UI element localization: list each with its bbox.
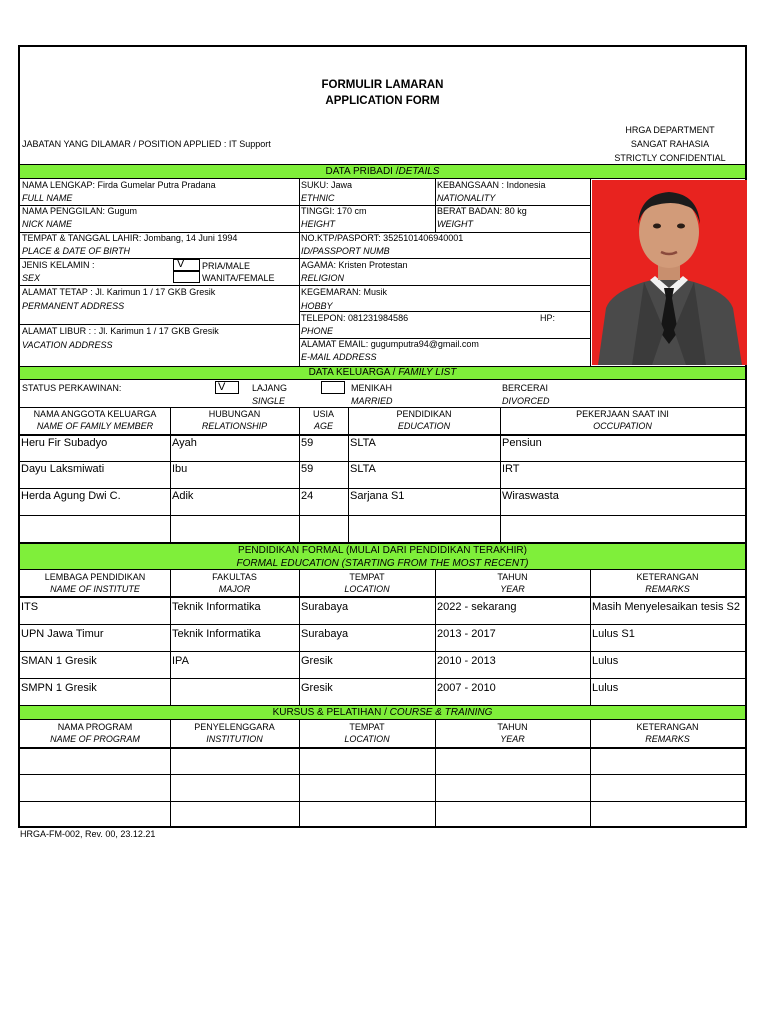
nationality-label-en: NATIONALITY [437,193,496,203]
female-option-label: WANITA/FEMALE [202,273,275,283]
course-header-location-en: LOCATION [344,734,390,744]
personal-data-band [20,164,745,179]
education-band [20,542,745,570]
male-checkbox[interactable] [173,259,200,271]
form-code-footer: HRGA-FM-002, Rev. 00, 23.12.21 [20,829,156,839]
course-header-year-en: YEAR [500,734,525,744]
birth-label-en: PLACE & DATE OF BIRTH [22,246,131,256]
course-header-year: TAHUN [497,722,528,732]
divorced-label-en: DIVORCED [502,396,550,406]
family-header-relationship: HUBUNGAN [208,409,261,419]
religion-label-en: RELIGION [301,273,345,283]
male-option-label: PRIA/MALE [202,261,251,271]
family-cell-name: Herda Agung Dwi C. [21,490,121,502]
ethnic-label-en: ETHNIC [301,193,335,203]
full-name-field: NAMA LENGKAP: Firda Gumelar Putra Pradana [22,180,216,190]
id-number-label-en: ID/PASSPORT NUMB [301,246,390,256]
education-cell-year: 2013 - 2017 [437,628,496,640]
confidential-en: STRICTLY CONFIDENTIAL [614,153,726,163]
education-header-major: FAKULTAS [212,572,257,582]
personal-band-label: DATA PRIBADI / [325,166,399,177]
family-band-label: DATA KELUARGA / [308,367,396,378]
family-cell-education: SLTA [350,463,376,475]
education-cell-institute: ITS [21,601,39,613]
education-cell-location: Gresik [301,682,333,694]
id-number-field: NO.KTP/PASPORT: 3525101406940001 [301,233,464,243]
form-title: FORMULIR LAMARAN [321,79,444,91]
education-header-year-en: YEAR [500,584,525,594]
nick-name-label-en: NICK NAME [22,219,73,229]
phone-field: TELEPON: 081231984586 [301,313,409,323]
female-checkbox[interactable] [173,271,200,283]
course-band [20,705,745,720]
family-cell-age: 59 [301,437,314,449]
course-header-remarks-en: REMARKS [645,734,690,744]
email-label-en: E-MAIL ADDRESS [301,352,377,362]
education-header-location: TEMPAT [349,572,385,582]
confidential-id: SANGAT RAHASIA [630,139,710,149]
nationality-field: KEBANGSAAN : Indonesia [437,180,546,190]
family-cell-occupation: Pensiun [502,437,542,449]
education-cell-year: 2010 - 2013 [437,655,496,667]
sex-label-en: SEX [22,273,41,283]
course-header-program: NAMA PROGRAM [57,722,133,732]
education-cell-major: Teknik Informatika [172,628,261,640]
education-cell-location: Surabaya [301,601,349,613]
department-label: HRGA DEPARTMENT [625,125,715,135]
family-cell-relationship: Ayah [172,437,197,449]
family-cell-name: Heru Fir Subadyo [21,437,108,449]
family-cell-age: 59 [301,463,314,475]
family-header-name: NAMA ANGGOTA KELUARGA [33,409,157,419]
family-header-relationship-en: RELATIONSHIP [201,421,268,431]
single-check-mark: V [218,381,226,393]
education-cell-remarks: Lulus [592,655,619,667]
birth-field: TEMPAT & TANGGAL LAHIR: Jombang, 14 Juni 1994 [22,233,238,243]
education-header-remarks-en: REMARKS [645,584,690,594]
male-check-mark: V [177,258,185,270]
ethnic-field: SUKU: Jawa [301,180,353,190]
education-band-label: PENDIDIKAN FORMAL (MULAI DARI PENDIDIKAN TERAKHIR) [238,545,527,556]
married-label: MENIKAH [351,383,393,393]
family-header-name-en: NAME OF FAMILY MEMBER [36,421,154,431]
education-header-remarks: KETERANGAN [636,572,699,582]
email-field: ALAMAT EMAIL: gugumputra94@gmail.com [301,339,479,349]
marital-status-label: STATUS PERKAWINAN: [22,383,122,393]
education-cell-location: Gresik [301,655,333,667]
course-header-institution: PENYELENGGARA [194,722,275,732]
course-band-label: KURSUS & PELATIHAN / [272,707,387,718]
personal-band-label-en: DETAILS [398,166,440,177]
sex-field: JENIS KELAMIN : [22,260,95,270]
education-cell-institute: SMPN 1 Gresik [21,682,97,694]
course-header-location: TEMPAT [349,722,385,732]
family-cell-age: 24 [301,490,314,502]
education-header-location-en: LOCATION [344,584,390,594]
education-cell-institute: UPN Jawa Timur [21,628,104,640]
family-cell-education: Sarjana S1 [350,490,405,502]
family-cell-relationship: Ibu [172,463,188,475]
family-header-education-en: EDUCATION [397,421,451,431]
full-name-label-en: FULL NAME [22,193,73,203]
family-data-band [20,366,745,380]
application-form-sheet [18,45,747,828]
weight-field: BERAT BADAN: 80 kg [437,206,527,216]
family-header-occupation: PEKERJAAN SAAT INI [576,409,669,419]
family-cell-occupation: IRT [502,463,520,475]
education-header-institute-en: NAME OF INSTITUTE [50,584,140,594]
position-applied: JABATAN YANG DILAMAR / POSITION APPLIED : IT Support [22,139,271,149]
form-subtitle: APPLICATION FORM [325,95,440,107]
vacation-address-label-en: VACATION ADDRESS [22,340,113,350]
family-cell-relationship: Adik [172,490,194,502]
education-cell-remarks: Masih Menyelesaikan tesis S2 [592,601,740,613]
education-header-institute: LEMBAGA PENDIDIKAN [44,572,146,582]
education-cell-location: Surabaya [301,628,349,640]
height-field: TINGGI: 170 cm [301,206,367,216]
family-cell-name: Dayu Laksmiwati [21,463,105,475]
permanent-address-label-en: PERMANENT ADDRESS [22,301,125,311]
education-band-label-en: FORMAL EDUCATION (STARTING FROM THE MOST RECENT) [236,558,529,569]
education-cell-major: Teknik Informatika [172,601,261,613]
religion-field: AGAMA: Kristen Protestan [301,260,408,270]
education-header-major-en: MAJOR [218,584,251,594]
family-header-age-en: AGE [313,421,333,431]
height-label-en: HEIGHT [301,219,336,229]
phone-label-en: PHONE [301,326,334,336]
hobby-field: KEGEMARAN: Musik [301,287,388,297]
course-header-institution-en: INSTITUTION [206,734,263,744]
family-cell-education: SLTA [350,437,376,449]
family-cell-occupation: Wiraswasta [502,490,559,502]
education-cell-year: 2022 - sekarang [437,601,517,613]
family-header-occupation-en: OCCUPATION [593,421,652,431]
divorced-label: BERCERAI [502,383,549,393]
applicant-photo [592,180,747,365]
family-band-label-en: FAMILY LIST [398,367,457,378]
education-header-year: TAHUN [497,572,528,582]
education-cell-institute: SMAN 1 Gresik [21,655,97,667]
single-checkbox[interactable] [215,381,239,394]
nick-name-field: NAMA PENGGILAN: Gugum [22,206,138,216]
hp-field: HP: [540,313,556,323]
education-cell-remarks: Lulus [592,682,619,694]
vacation-address-field: ALAMAT LIBUR : : Jl. Karimun 1 / 17 GKB Gresik [22,326,219,336]
hobby-label-en: HOBBY [301,301,333,311]
family-header-education: PENDIDIKAN [396,409,452,419]
education-cell-year: 2007 - 2010 [437,682,496,694]
course-band-label-en: COURSE & TRAINING [389,707,493,718]
education-cell-major: IPA [172,655,189,667]
weight-label-en: WEIGHT [437,219,473,229]
single-label-en: SINGLE [252,396,286,406]
family-header-age: USIA [312,409,334,419]
permanent-address-field: ALAMAT TETAP : Jl. Karimun 1 / 17 GKB Gresik [22,287,216,297]
course-header-program-en: NAME OF PROGRAM [50,734,140,744]
single-label: LAJANG [252,383,288,393]
course-header-remarks: KETERANGAN [636,722,699,732]
married-label-en: MARRIED [351,396,393,406]
married-checkbox[interactable] [321,381,345,394]
education-cell-remarks: Lulus S1 [592,628,635,640]
